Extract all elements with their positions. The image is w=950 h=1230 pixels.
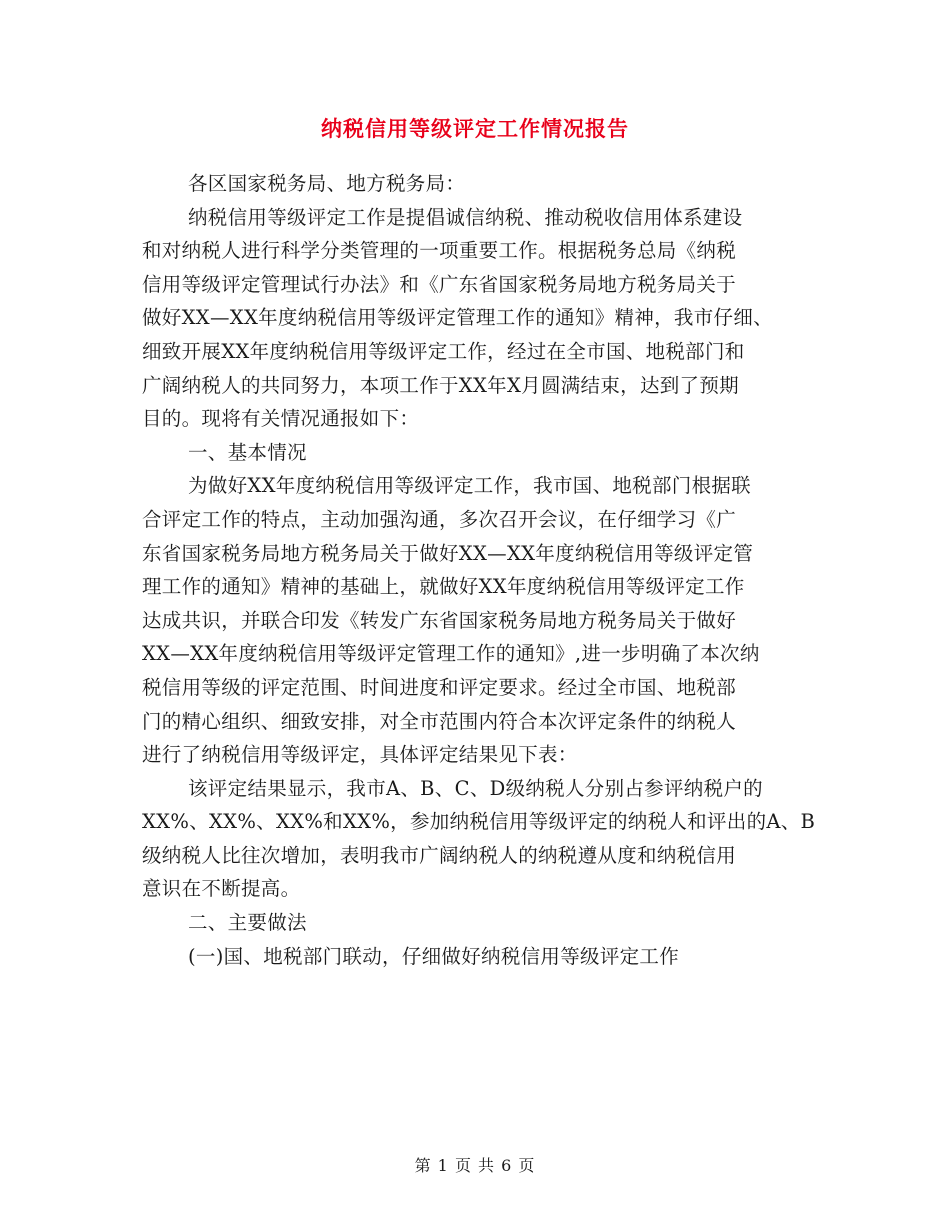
body-line: 为做好XX年度纳税信用等级评定工作，我市国、地税部门根据联 [188, 474, 751, 498]
body-line: 各区国家税务局、地方税务局： [188, 172, 466, 195]
body-line: 一、基本情况 [188, 440, 307, 464]
body-line: XX—XX年度纳税信用等级评定管理工作的通知》,进一步明确了本次纳 [142, 642, 760, 666]
body-line: 进行了纳税信用等级评定，具体评定结果见下表： [142, 743, 578, 767]
body-line: 和对纳税人进行科学分类管理的一项重要工作。根据税务总局《纳税 [142, 239, 737, 263]
body-line: 细致开展XX年度纳税信用等级评定工作，经过在全市国、地税部门和 [142, 339, 745, 363]
body-line: 东省国家税务局地方税务局关于做好XX—XX年度纳税信用等级评定管 [142, 541, 754, 565]
body-line: 级纳税人比往次增加，表明我市广阔纳税人的纳税遵从度和纳税信用 [142, 843, 737, 867]
body-line: 目的。现将有关情况通报如下： [142, 407, 420, 431]
body-line: 做好XX—XX年度纳税信用等级评定管理工作的通知》精神，我市仔细、 [142, 306, 773, 330]
body-line: 达成共识，并联合印发《转发广东省国家税务局地方税务局关于做好 [142, 608, 737, 632]
body-line: 合评定工作的特点，主动加强沟通，多次召开会议，在仔细学习《广 [142, 507, 737, 531]
page-number: 第 1 页 共 6 页 [414, 1156, 536, 1175]
document-body [142, 167, 816, 973]
body-line: 广阔纳税人的共同努力，本项工作于XX年X月圆满结束，达到了预期 [142, 373, 739, 397]
body-line: 门的精心组织、细致安排，对全市范围内符合本次评定条件的纳税人 [142, 709, 737, 733]
body-line: 意识在不断提高。 [142, 877, 301, 901]
body-line: (一)国、地税部门联动，仔细做好纳税信用等级评定工作 [188, 944, 680, 968]
body-line: 纳税信用等级评定工作是提倡诚信纳税、推动税收信用体系建设 [188, 205, 743, 229]
body-line: 该评定结果显示，我市A、B、C、D级纳税人分别占参评纳税户的 [188, 776, 763, 800]
body-line: 税信用等级的评定范围、时间进度和评定要求。经过全市国、地税部 [142, 675, 737, 699]
body-line: XX%、XX%、XX%和XX%，参加纳税信用等级评定的纳税人和评出的A、B [142, 810, 816, 834]
document-title: 纳税信用等级评定工作情况报告 [321, 116, 629, 141]
body-line: 信用等级评定管理试行办法》和《广东省国家税务局地方税务局关于 [142, 272, 737, 296]
body-line: 二、主要做法 [188, 911, 307, 935]
body-line: 理工作的通知》精神的基础上，就做好XX年度纳税信用等级评定工作 [142, 575, 745, 599]
